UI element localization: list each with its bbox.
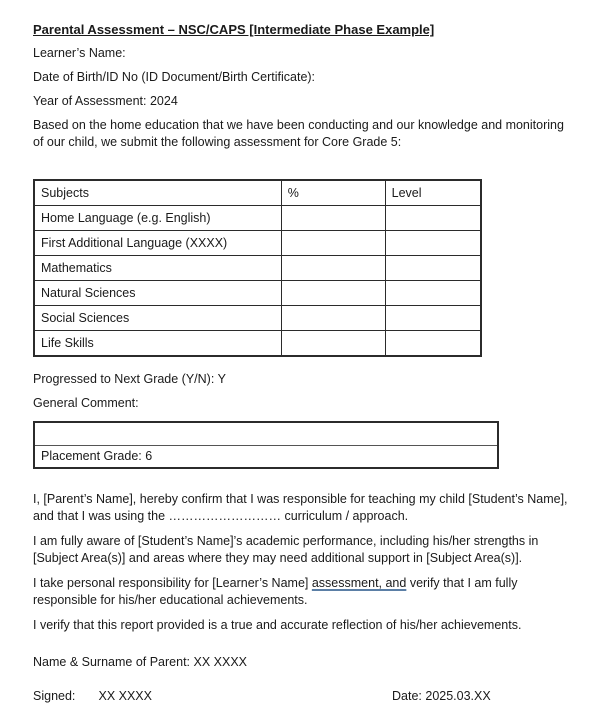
placement-grade-label: Placement Grade: [41,449,142,463]
table-row [34,331,481,357]
level-cell [385,206,481,231]
subject-cell: First Additional Language (XXXX) [34,231,281,256]
table-header-row [34,180,481,206]
percent-cell [281,306,385,331]
percent-cell [281,231,385,256]
table-row [34,256,481,281]
progressed-value: Y [217,372,226,386]
percent-cell [281,256,385,281]
level-cell [385,306,481,331]
subject-cell: Social Sciences [34,306,281,331]
level-cell [385,281,481,306]
intro-paragraph: Based on the home education that we have been conducting and our knowledge and monitoring of our child, we submit the following assessment for Core Grade 5: [33,118,564,149]
declaration-paragraph-2: I am fully aware of [Student’s Name]’s academic performance, including his/her strengths in [Subject Area(s)] and areas where they may need additional support in [Subject Area(s)]. [33,534,539,565]
declaration-3-pre: I take personal responsibility for [Learner’s Name] [33,576,312,590]
field-date-of-birth [33,69,573,85]
date-field [392,688,491,704]
declaration-3-post: verify that I am fully responsible for his/her educational achievements. [33,576,518,607]
underlined-phrase: assessment, and [311,576,407,590]
comment-box-empty-row [35,423,497,446]
signed-value: XX XXXX [98,689,152,703]
table-row [34,281,481,306]
field-learner-name [33,45,573,61]
percent-cell [281,331,385,357]
table-row [34,231,481,256]
level-cell [385,256,481,281]
declaration-paragraph-1: I, [Parent’s Name], hereby confirm that I was responsible for teaching my child [Student’s Name], and that I was using the ……………………… curriculum / approach. [33,492,568,523]
subject-cell: Life Skills [34,331,281,357]
table-row [34,206,481,231]
placement-grade-row [35,446,497,467]
table-header-level: Level [385,180,481,206]
subject-cell: Natural Sciences [34,281,281,306]
progressed-line [33,371,573,387]
signed-line [33,688,573,704]
progressed-label: Progressed to Next Grade (Y/N): [33,372,215,386]
declaration-paragraph-3 [33,575,573,609]
table-header-percent: % [281,180,385,206]
level-cell [385,231,481,256]
parent-name-value: XX XXXX [193,655,248,669]
date-label: Date: [392,689,422,703]
table-header-subjects: Subjects [34,180,281,206]
learner-name-label: Learner’s Name: [33,46,126,60]
percent-cell [281,281,385,306]
date-of-birth-label: Date of Birth/ID No (ID Document/Birth Certificate): [33,70,316,84]
table-row [34,306,481,331]
comment-box [33,421,499,469]
percent-cell [281,206,385,231]
subject-cell: Mathematics [34,256,281,281]
subjects-table [33,179,482,357]
declaration-paragraph-4: I verify that this report provided is a true and accurate reflection of his/her achievements. [33,618,522,632]
signed-label: Signed: [33,689,76,703]
field-year-of-assessment [33,93,573,109]
date-value: 2025.03.XX [425,689,491,703]
subject-cell: Home Language (e.g. English) [34,206,281,231]
document-title: Parental Assessment – NSC/CAPS [Intermediate Phase Example] [33,22,435,37]
level-cell [385,331,481,357]
placement-grade-value: 6 [145,449,153,463]
year-of-assessment-value: 2024 [149,94,178,108]
year-of-assessment-label: Year of Assessment: [33,94,147,108]
general-comment-label: General Comment: [33,396,139,410]
parent-name-label: Name & Surname of Parent: [33,655,191,669]
parent-name-line [33,654,573,670]
